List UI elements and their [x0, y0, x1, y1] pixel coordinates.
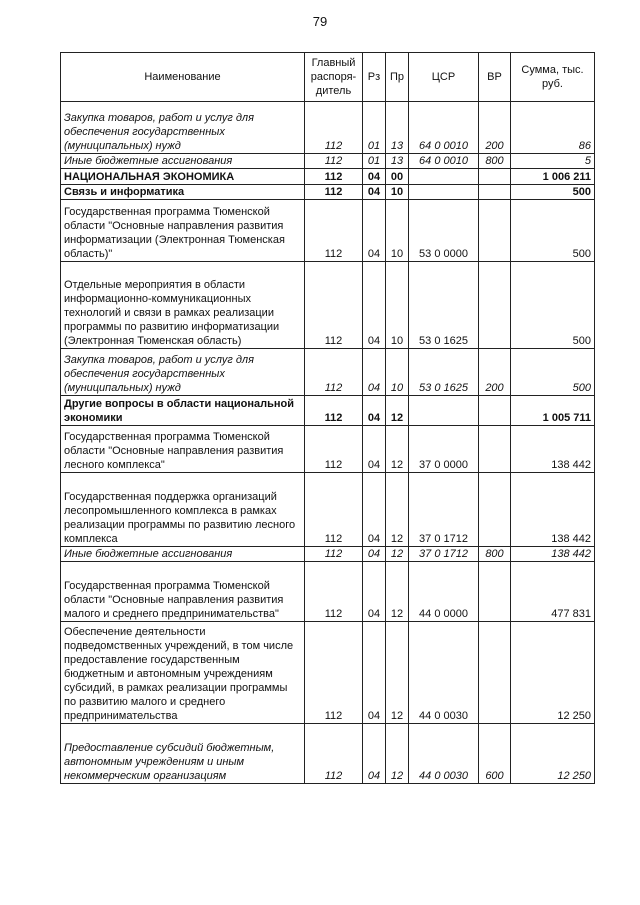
row-subsection: 10 [386, 185, 409, 200]
row-subsection: 00 [386, 169, 409, 185]
header-subsection: Пр [386, 53, 409, 102]
page-number: 79 [312, 14, 328, 29]
table-row [61, 473, 595, 547]
row-section: 04 [363, 426, 386, 473]
row-sum: 500 [511, 349, 595, 396]
row-section: 04 [363, 349, 386, 396]
row-section: 04 [363, 473, 386, 547]
row-expense-type [479, 262, 511, 349]
row-target-article: 53 0 1625 [409, 349, 479, 396]
row-name: Иные бюджетные ассигнования [61, 547, 305, 562]
row-name: Предоставление субсидий бюджетным, автономным учреждениям и иным некоммерческим организациям [61, 724, 305, 784]
row-sum: 1 006 211 [511, 169, 595, 185]
row-sum: 5 [511, 154, 595, 169]
row-section: 04 [363, 185, 386, 200]
row-section: 04 [363, 562, 386, 622]
table-row [61, 547, 595, 562]
table-row [61, 622, 595, 724]
table-row [61, 724, 595, 784]
row-subsection: 10 [386, 262, 409, 349]
row-expense-type: 800 [479, 547, 511, 562]
row-name: Государственная поддержка организаций лесопромышленного комплекса в рамках реализации программы по развитию лесного комплекса [61, 473, 305, 547]
row-section: 01 [363, 154, 386, 169]
row-name: Другие вопросы в области национальной экономики [61, 396, 305, 426]
row-target-article [409, 396, 479, 426]
header-name: Наименование [61, 53, 305, 102]
row-name: Государственная программа Тюменской области "Основные направления развития информатизации (Электронная Тюменская область)" [61, 200, 305, 262]
row-expense-type [479, 562, 511, 622]
row-target-article: 64 0 0010 [409, 154, 479, 169]
row-expense-type [479, 473, 511, 547]
table-row [61, 102, 595, 154]
row-name: Обеспечение деятельности подведомственных учреждений, в том числе предоставление государственным бюджетным и автономным учреждениям субсидий, в рамках реализации программы по развитию малого и среднего предпринимательства [61, 622, 305, 724]
row-main-manager: 112 [305, 724, 363, 784]
row-main-manager: 112 [305, 200, 363, 262]
row-target-article: 37 0 1712 [409, 547, 479, 562]
row-main-manager: 112 [305, 426, 363, 473]
row-subsection: 12 [386, 547, 409, 562]
table-header-row [61, 53, 595, 102]
row-expense-type [479, 426, 511, 473]
row-section: 04 [363, 547, 386, 562]
row-subsection: 13 [386, 102, 409, 154]
row-sum: 500 [511, 200, 595, 262]
row-sum: 477 831 [511, 562, 595, 622]
row-name: НАЦИОНАЛЬНАЯ ЭКОНОМИКА [61, 169, 305, 185]
row-target-article: 37 0 1712 [409, 473, 479, 547]
row-expense-type: 200 [479, 349, 511, 396]
table-row [61, 562, 595, 622]
header-target-article: ЦСР [409, 53, 479, 102]
row-expense-type [479, 185, 511, 200]
budget-table [60, 52, 595, 784]
table-row [61, 154, 595, 169]
row-expense-type [479, 200, 511, 262]
table-row [61, 169, 595, 185]
row-expense-type: 600 [479, 724, 511, 784]
row-name: Отдельные мероприятия в области информационно-коммуникационных технологий и связи в рамках реализации программы по развитию информатизации (Электронная Тюменская область) [61, 262, 305, 349]
table-row [61, 200, 595, 262]
row-sum: 138 442 [511, 473, 595, 547]
row-section: 04 [363, 622, 386, 724]
row-target-article: 44 0 0030 [409, 622, 479, 724]
row-name: Закупка товаров, работ и услуг для обеспечения государственных (муниципальных) нужд [61, 102, 305, 154]
row-sum: 12 250 [511, 622, 595, 724]
row-main-manager: 112 [305, 396, 363, 426]
header-main-manager: Главный распоря-дитель [305, 53, 363, 102]
row-target-article: 37 0 0000 [409, 426, 479, 473]
row-target-article: 44 0 0000 [409, 562, 479, 622]
row-sum: 500 [511, 262, 595, 349]
row-sum: 12 250 [511, 724, 595, 784]
row-subsection: 10 [386, 200, 409, 262]
row-main-manager: 112 [305, 473, 363, 547]
row-subsection: 13 [386, 154, 409, 169]
row-expense-type [479, 396, 511, 426]
row-main-manager: 112 [305, 547, 363, 562]
row-section: 04 [363, 200, 386, 262]
row-main-manager: 112 [305, 102, 363, 154]
table-row [61, 396, 595, 426]
row-main-manager: 112 [305, 169, 363, 185]
row-subsection: 12 [386, 724, 409, 784]
row-sum: 500 [511, 185, 595, 200]
row-subsection: 12 [386, 622, 409, 724]
row-expense-type: 200 [479, 102, 511, 154]
row-name: Связь и информатика [61, 185, 305, 200]
row-target-article: 53 0 0000 [409, 200, 479, 262]
row-target-article: 53 0 1625 [409, 262, 479, 349]
row-subsection: 10 [386, 349, 409, 396]
header-sum: Сумма, тыс. руб. [511, 53, 595, 102]
row-subsection: 12 [386, 473, 409, 547]
row-main-manager: 112 [305, 185, 363, 200]
row-subsection: 12 [386, 562, 409, 622]
row-section: 04 [363, 396, 386, 426]
row-sum: 138 442 [511, 547, 595, 562]
row-name: Государственная программа Тюменской области "Основные направления развития малого и среднего предпринимательства" [61, 562, 305, 622]
row-main-manager: 112 [305, 622, 363, 724]
row-target-article: 64 0 0010 [409, 102, 479, 154]
row-section: 01 [363, 102, 386, 154]
row-section: 04 [363, 262, 386, 349]
row-sum: 1 005 711 [511, 396, 595, 426]
row-sum: 138 442 [511, 426, 595, 473]
header-section: Рз [363, 53, 386, 102]
row-section: 04 [363, 724, 386, 784]
table-row [61, 349, 595, 396]
table-row [61, 426, 595, 473]
row-main-manager: 112 [305, 154, 363, 169]
row-main-manager: 112 [305, 262, 363, 349]
row-subsection: 12 [386, 426, 409, 473]
row-expense-type [479, 622, 511, 724]
row-subsection: 12 [386, 396, 409, 426]
table-row [61, 262, 595, 349]
row-expense-type: 800 [479, 154, 511, 169]
row-name: Иные бюджетные ассигнования [61, 154, 305, 169]
row-sum: 86 [511, 102, 595, 154]
row-expense-type [479, 169, 511, 185]
row-target-article: 44 0 0030 [409, 724, 479, 784]
header-expense-type: ВР [479, 53, 511, 102]
row-name: Государственная программа Тюменской области "Основные направления развития лесного комплекса" [61, 426, 305, 473]
row-name: Закупка товаров, работ и услуг для обеспечения государственных (муниципальных) нужд [61, 349, 305, 396]
row-main-manager: 112 [305, 562, 363, 622]
row-main-manager: 112 [305, 349, 363, 396]
row-target-article [409, 185, 479, 200]
row-target-article [409, 169, 479, 185]
table-row [61, 185, 595, 200]
row-section: 04 [363, 169, 386, 185]
